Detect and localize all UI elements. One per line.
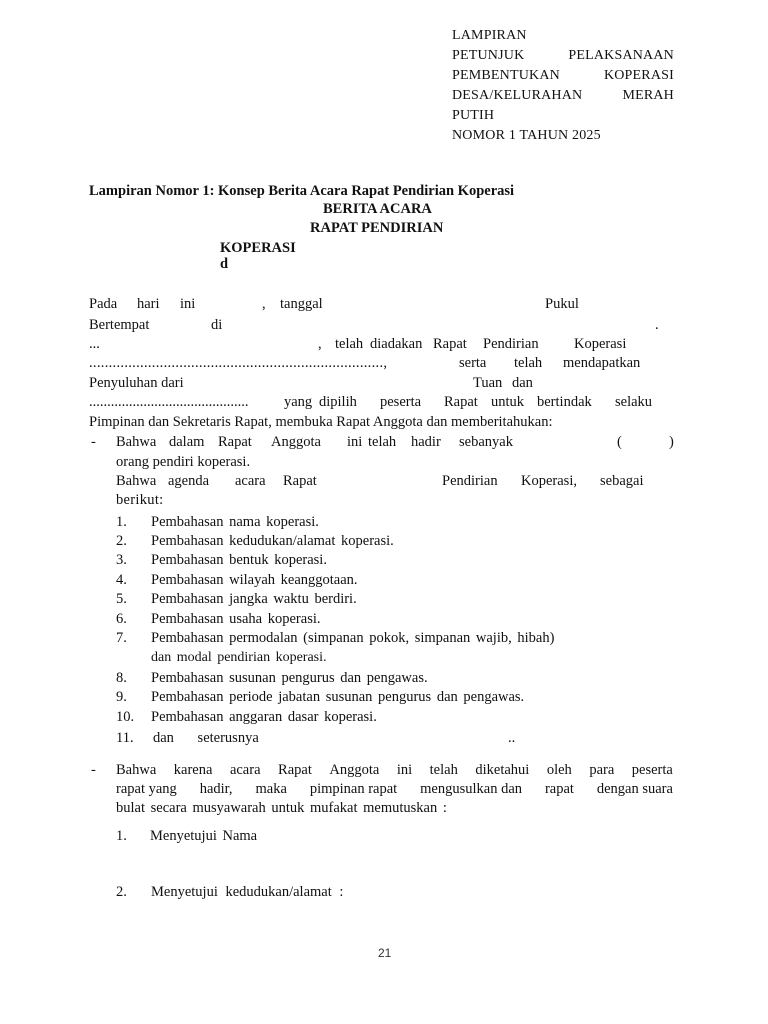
berita-acara-title: BERITA ACARA [323,201,432,217]
lampiran-title: Lampiran Nomor 1: Konsep Berita Acara Rapat Pendirian Koperasi [89,183,515,199]
header-line-lampiran: LAMPIRAN [452,28,527,43]
header-line-nomor: NOMOR 1 TAHUN 2025 [452,128,601,143]
header-line-desa: DESA/KELURAHAN MERAH [452,88,674,103]
agenda-intro: Bahwa agenda acara Rapat Pendirian Koperasi, sebagai [116,473,644,489]
bullet-dash: - [91,762,96,778]
koperasi-title: KOPERASI [220,240,296,256]
header-line-pembentukan: PEMBENTUKAN KOPERASI [452,68,674,83]
body-line-7: Pimpinan dan Sekretaris Rapat, membuka Rapat Anggota dan memberitahukan: [89,414,553,430]
header-line-putih: PUTIH [452,108,495,123]
rapat-pendirian-title: RAPAT PENDIRIAN [310,220,444,236]
agenda-trailing-dots: .. [508,730,516,746]
body-line-3: ... , telah diadakan Rapat Pendirian Koperasi [89,336,627,352]
decision-line-1: Bahwa karena acara Rapat Anggota ini telah diketahui oleh para peserta [116,762,673,778]
decision-line-2: rapat yang hadir, maka pimpinan rapat mengusulkan dan rapat dengan suara [116,781,673,797]
page-number: 21 [378,946,392,960]
decision-line-3: bulat secara musyawarah untuk mufakat memutuskan : [116,800,447,816]
koperasi-title-suffix: d [220,256,229,272]
body-line-6: ............................................ yang dipilih peserta Rapat untuk bertindak selaku [89,394,653,410]
bullet-hadir-cont: orang pendiri koperasi. [116,454,251,470]
bullet-hadir: - Bahwa dalam Rapat Anggota ini telah hadir sebanyak ( ) [91,434,674,450]
body-line-1: Pada hari ini , tanggal Pukul [89,296,579,312]
bullet-dash: - [91,434,96,450]
header-line-petunjuk: PETUNJUK PELAKSANAAN [452,48,674,63]
body-line-4: ..........................................................................., serta telah mendapatkan [89,355,641,371]
body-line-2: Bertempat di . [89,317,659,333]
agenda-intro-cont: berikut: [116,492,164,508]
body-line-5: Penyuluhan dari Tuan dan [89,375,533,391]
